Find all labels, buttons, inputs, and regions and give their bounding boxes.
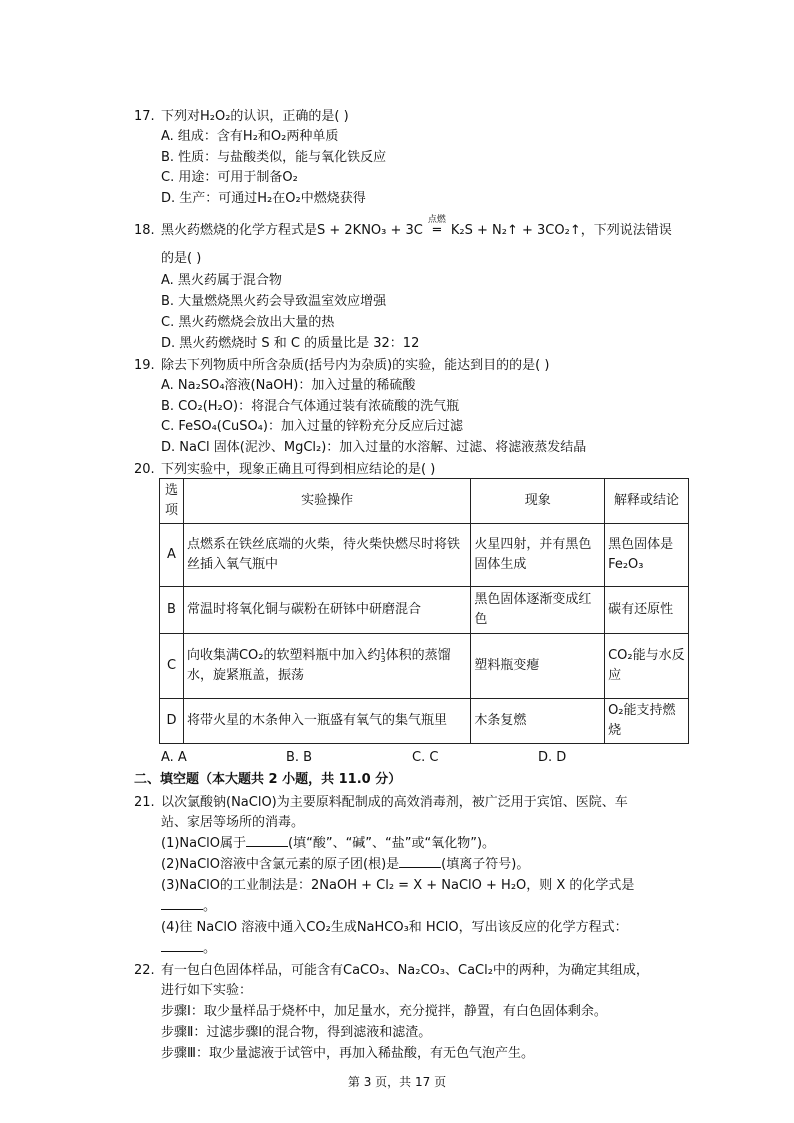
option-c: C. 用途：可用于制备O₂: [161, 170, 298, 185]
question-number: 18.: [134, 223, 155, 238]
subquestion-2: [161, 855, 529, 875]
cell-operation: 点燃系在铁丝底端的火柴，待火柴快燃尽时将铁丝插入氧气瓶中: [183, 524, 470, 587]
question-stem: 有一包白色固体样品，可能含有CaCO₃、Na₂CO₃、CaCl₂中的两种，为确定其组成，: [161, 963, 649, 978]
option-d: D. 黑火药燃烧时 S 和 C 的质量比是 32：12: [161, 336, 420, 351]
step-3: 步骤Ⅲ：取少量滤液于试管中，再加入稀盐酸，有无色气泡产生。: [161, 1046, 534, 1061]
option-d: D. NaCl 固体(泥沙、MgCl₂)：加入过量的水溶解、过滤、将滤液蒸发结晶: [161, 440, 587, 455]
operation-text: 体积的蒸馏水，旋紧瓶盖，振荡: [186, 648, 451, 683]
question-22: [134, 960, 694, 981]
cell-phenomenon: 木条复燃: [471, 699, 605, 744]
question-number: 21.: [134, 795, 155, 810]
answer-blank[interactable]: [246, 834, 288, 847]
option-a: A. Na₂SO₄溶液(NaOH)：加入过量的稀硫酸: [161, 378, 416, 393]
option-b: B. CO₂(H₂O)：将混合气体通过装有浓硫酸的洗气瓶: [161, 399, 460, 414]
reaction-condition: 点燃: [427, 215, 446, 225]
option-d: D. 生产：可通过H₂在O₂中燃烧获得: [161, 191, 366, 206]
page-footer: 第 3 页，共 17 页: [347, 1075, 447, 1089]
operation-text: 向收集满CO₂的软塑料瓶中加入约: [186, 648, 381, 663]
question-number: 20.: [134, 462, 155, 477]
cell-option: D: [160, 699, 184, 744]
question-stem: 下列对H₂O₂的认识，正确的是( ): [161, 109, 349, 124]
question-number: 22.: [134, 963, 155, 978]
step-1: 步骤Ⅰ：取少量样品于烧杯中，加足量水，充分搅拌，静置，有白色固体剩余。: [161, 1004, 607, 1019]
cell-phenomenon: 火星四射，并有黑色固体生成: [471, 524, 605, 587]
subquestion-3-answer: [161, 897, 216, 917]
step-2: 步骤Ⅱ：过滤步骤Ⅰ的混合物，得到滤液和滤渣。: [161, 1025, 432, 1040]
experiment-table: [159, 478, 689, 744]
question-17: [134, 106, 694, 127]
cell-operation: 常温时将氧化铜与碳粉在研钵中研磨混合: [183, 587, 470, 634]
cell-option: B: [160, 587, 184, 634]
option-b: B. 性质：与盐酸类似，能与氧化铁反应: [161, 150, 387, 165]
cell-conclusion: 碳有还原性: [605, 587, 689, 634]
answer-a: A. A: [161, 750, 187, 765]
equation-right: K₂S + N₂↑ + 3CO₂↑，下列说法错误: [450, 223, 672, 238]
cell-phenomenon: 黑色固体逐渐变成红色: [471, 587, 605, 634]
cell-conclusion: 黑色固体是Fe₂O₃: [605, 524, 689, 587]
subquestion-text: (填“酸”、“碱”、“盐”或“氧化物”)。: [288, 836, 496, 851]
question-stem-line2: 进行如下实验：: [161, 983, 253, 998]
question-18: [134, 215, 694, 241]
subquestion-text: (2)NaClO溶液中含氯元素的原子团(根)是: [161, 857, 400, 872]
answer-b: B. B: [286, 750, 313, 765]
subquestion-1: [161, 834, 495, 854]
option-c: C. 黑火药燃烧会放出大量的热: [161, 315, 335, 330]
header-conclusion: 解释或结论: [605, 479, 689, 524]
table-header-row: [160, 479, 689, 524]
header-option: 选项: [160, 479, 184, 524]
answer-c: C. C: [412, 750, 439, 765]
question-19: [134, 355, 694, 376]
cell-option: C: [160, 634, 184, 699]
question-stem: 下列实验中，现象正确且可得到相应结论的是( ): [161, 462, 436, 477]
equation-left: 黑火药燃烧的化学方程式是S + 2KNO₃ + 3C: [161, 223, 423, 238]
section-heading: 二、填空题（本大题共 2 小题，共 11.0 分）: [134, 772, 402, 787]
option-a: A. 黑火药属于混合物: [161, 273, 282, 288]
answer-blank[interactable]: [161, 939, 203, 952]
question-18-line2: 的是( ): [161, 251, 202, 266]
table-row: [160, 634, 689, 699]
subquestion-text: (填离子符号)。: [441, 857, 530, 872]
question-number: 17.: [134, 109, 155, 124]
answer-d: D. D: [538, 750, 567, 765]
option-a: A. 组成：含有H₂和O₂两种单质: [161, 129, 339, 144]
header-phenomenon: 现象: [471, 479, 605, 524]
question-21: [134, 792, 694, 813]
answer-blank[interactable]: [161, 897, 203, 910]
answer-blank[interactable]: [399, 855, 441, 868]
subquestion-4: (4)往 NaClO 溶液中通入CO₂生成NaHCO₃和 HClO，写出该反应的化学方程式：: [161, 920, 628, 935]
question-stem: 除去下列物质中所含杂质(括号内为杂质)的实验，能达到目的的是( ): [161, 358, 550, 373]
cell-conclusion: O₂能支持燃烧: [605, 699, 689, 744]
fraction-denominator: 3: [380, 654, 386, 664]
cell-conclusion: CO₂能与水反应: [605, 634, 689, 699]
reaction-arrow: 点燃 ═: [423, 220, 451, 241]
table-row: [160, 524, 689, 587]
subquestion-4-answer: [161, 939, 216, 959]
subquestion-text: 。: [203, 941, 217, 956]
cell-operation: [183, 634, 470, 699]
question-stem: 以次氯酸钠(NaClO)为主要原料配制成的高效消毒剂，被广泛用于宾馆、医院、车: [161, 795, 628, 810]
subquestion-text: 。: [203, 899, 217, 914]
question-stem-line2: 站、家居等场所的消毒。: [161, 815, 305, 830]
question-20: [134, 459, 694, 480]
cell-operation: 将带火星的木条伸入一瓶盛有氧气的集气瓶里: [183, 699, 470, 744]
subquestion-3: (3)NaClO的工业制法是：2NaOH + Cl₂ = X + NaClO + H₂O，则 X 的化学式是: [161, 878, 635, 893]
table-row: [160, 699, 689, 744]
table-row: [160, 587, 689, 634]
header-operation: 实验操作: [183, 479, 470, 524]
option-b: B. 大量燃烧黑火药会导致温室效应增强: [161, 294, 387, 309]
subquestion-text: (1)NaClO属于: [161, 836, 247, 851]
option-c: C. FeSO₄(CuSO₄)：加入过量的锌粉充分反应后过滤: [161, 419, 463, 434]
fraction-numerator: 1: [380, 646, 386, 656]
question-number: 19.: [134, 358, 155, 373]
cell-phenomenon: 塑料瓶变瘪: [471, 634, 605, 699]
cell-option: A: [160, 524, 184, 587]
